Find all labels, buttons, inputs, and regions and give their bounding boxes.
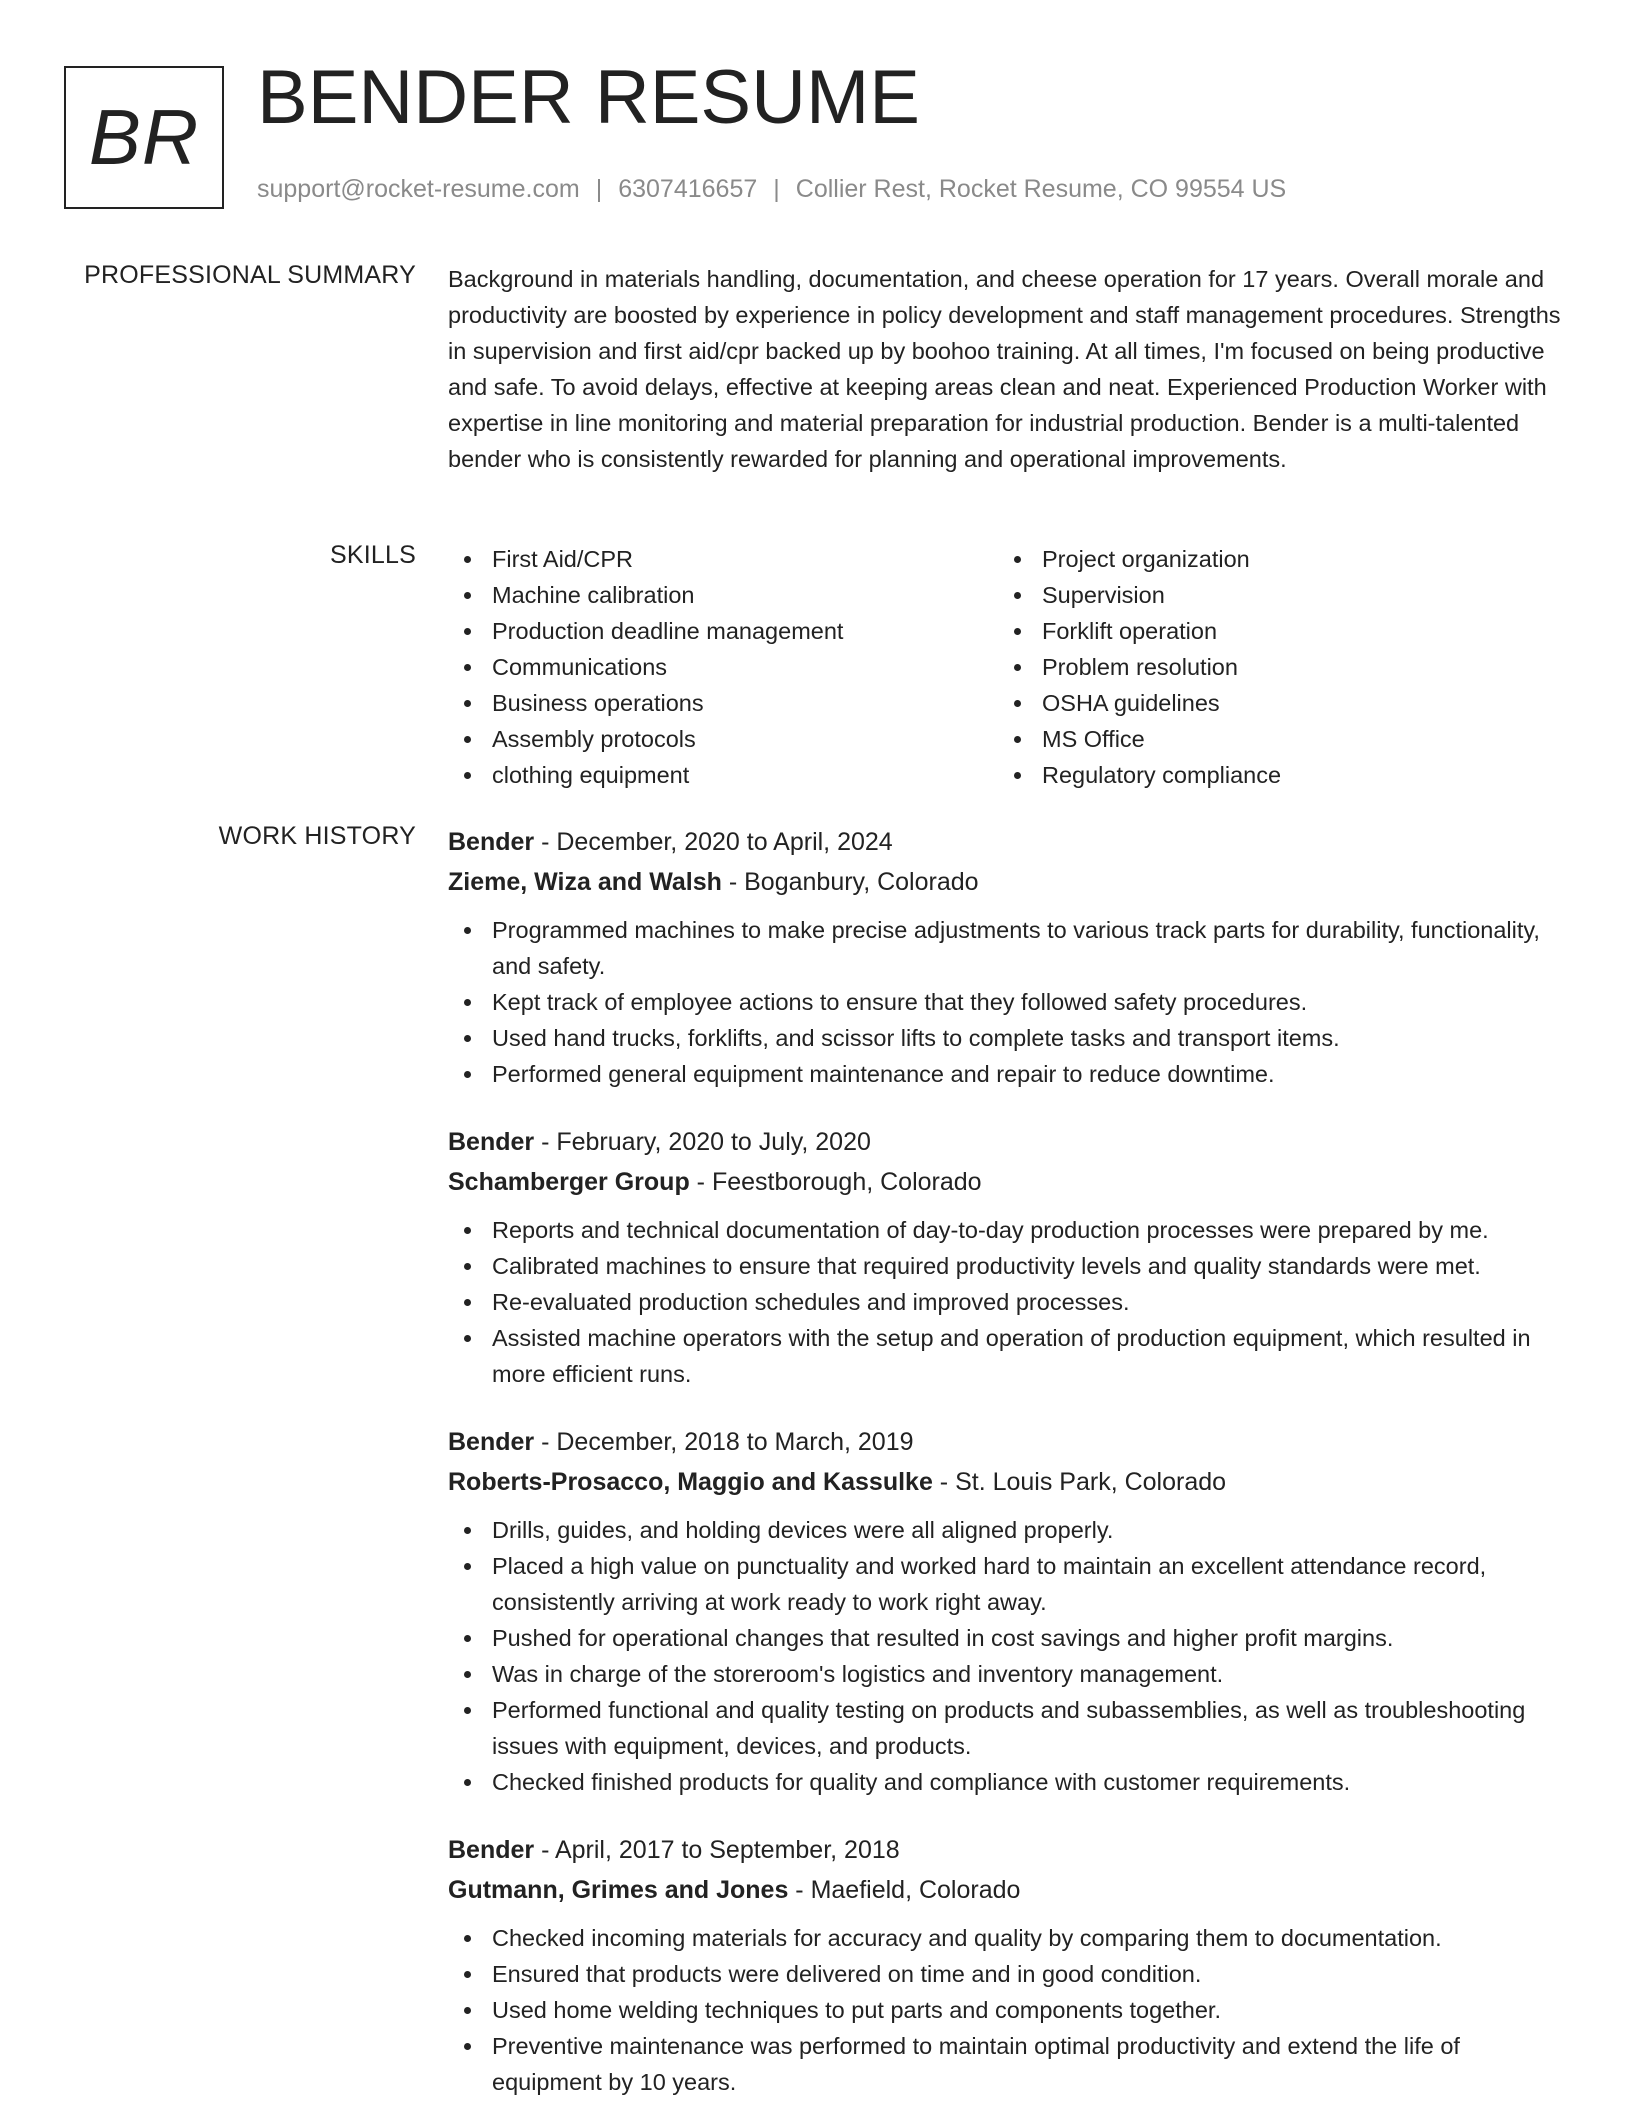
job-duty-item: Checked finished products for quality and compliance with customer requirements. — [448, 1764, 1568, 1800]
summary-heading: PROFESSIONAL SUMMARY — [84, 261, 416, 289]
job-duty-item: Used home welding techniques to put parts and components together. — [448, 1992, 1568, 2028]
job-dates: - December, 2018 to March, 2019 — [534, 1428, 914, 1456]
monogram-initials: BR — [88, 93, 200, 181]
job-location: - Feestborough, Colorado — [689, 1168, 982, 1196]
skill-item: Forklift operation — [998, 613, 1548, 649]
job-title-line — [448, 1422, 1568, 1462]
job-company-line — [448, 1870, 1568, 1910]
job-company-line — [448, 1462, 1568, 1502]
skill-item: clothing equipment — [448, 757, 998, 793]
job-company-line — [448, 1162, 1568, 1202]
job-duty-item: Placed a high value on punctuality and worked hard to maintain an excellent attendance record, consistently arriving at work ready to work right away. — [448, 1548, 1568, 1620]
skills-column-left — [448, 541, 998, 793]
contact-phone[interactable]: 6307416657 — [618, 175, 758, 203]
skill-item: Project organization — [998, 541, 1548, 577]
job-entry — [448, 822, 1568, 1092]
job-duty-item: Ensured that products were delivered on time and in good condition. — [448, 1956, 1568, 1992]
skill-item: OSHA guidelines — [998, 685, 1548, 721]
contact-email[interactable]: support@rocket-resume.com — [257, 175, 580, 203]
job-company: Gutmann, Grimes and Jones — [448, 1876, 789, 1904]
job-duty-item: Was in charge of the storeroom's logistics and inventory management. — [448, 1656, 1568, 1692]
work-history-heading: WORK HISTORY — [218, 822, 416, 850]
job-title-line — [448, 822, 1568, 862]
job-duty-item: Calibrated machines to ensure that required productivity levels and quality standards were met. — [448, 1248, 1568, 1284]
skill-item: Business operations — [448, 685, 998, 721]
job-company: Roberts-Prosacco, Maggio and Kassulke — [448, 1468, 933, 1496]
job-duties-list — [448, 1920, 1568, 2100]
job-duty-item: Checked incoming materials for accuracy and quality by comparing them to documentation. — [448, 1920, 1568, 1956]
job-duty-item: Kept track of employee actions to ensure that they followed safety procedures. — [448, 984, 1568, 1020]
skill-item: Assembly protocols — [448, 721, 998, 757]
job-title: Bender — [448, 1128, 535, 1156]
job-duties-list — [448, 912, 1568, 1092]
job-company-line — [448, 862, 1568, 902]
job-duty-item: Performed general equipment maintenance and repair to reduce downtime. — [448, 1056, 1568, 1092]
job-duty-item: Preventive maintenance was performed to maintain optimal productivity and extend the life of equipment by 10 years. — [448, 2028, 1568, 2100]
job-company: Zieme, Wiza and Walsh — [448, 868, 722, 896]
job-duty-item: Reports and technical documentation of day-to-day production processes were prepared by me. — [448, 1212, 1568, 1248]
job-title: Bender — [448, 1428, 535, 1456]
job-title: Bender — [448, 828, 535, 856]
job-title: Bender — [448, 1836, 535, 1864]
job-duty-item: Used hand trucks, forklifts, and scissor lifts to complete tasks and transport items. — [448, 1020, 1568, 1056]
job-entry — [448, 1830, 1568, 2100]
work-history-body — [448, 822, 1568, 2112]
job-duty-item: Pushed for operational changes that resulted in cost savings and higher profit margins. — [448, 1620, 1568, 1656]
job-title-line — [448, 1830, 1568, 1870]
job-company: Schamberger Group — [448, 1168, 690, 1196]
contact-separator: | — [773, 175, 780, 203]
job-location: - Boganbury, Colorado — [721, 868, 979, 896]
job-duty-item: Re-evaluated production schedules and improved processes. — [448, 1284, 1568, 1320]
skill-item: Regulatory compliance — [998, 757, 1548, 793]
job-dates: - April, 2017 to September, 2018 — [534, 1836, 900, 1864]
job-location: - St. Louis Park, Colorado — [932, 1468, 1227, 1496]
job-dates: - February, 2020 to July, 2020 — [534, 1128, 871, 1156]
skills-column-right — [998, 541, 1548, 793]
skill-item: Problem resolution — [998, 649, 1548, 685]
skill-item: MS Office — [998, 721, 1548, 757]
job-location: - Maefield, Colorado — [788, 1876, 1021, 1904]
contact-address: Collier Rest, Rocket Resume, CO 99554 US — [795, 175, 1287, 203]
job-title-line — [448, 1122, 1568, 1162]
job-entry — [448, 1422, 1568, 1800]
monogram-box — [64, 66, 224, 209]
candidate-name: BENDER RESUME — [257, 55, 920, 140]
job-entry — [448, 1122, 1568, 1392]
skill-item: First Aid/CPR — [448, 541, 998, 577]
contact-line — [257, 175, 1286, 204]
job-duty-item: Assisted machine operators with the setup and operation of production equipment, which resulted in more efficient runs. — [448, 1320, 1568, 1392]
job-duties-list — [448, 1512, 1568, 1800]
job-duty-item: Drills, guides, and holding devices were all aligned properly. — [448, 1512, 1568, 1548]
contact-separator: | — [595, 175, 603, 203]
skill-item: Communications — [448, 649, 998, 685]
job-duties-list — [448, 1212, 1568, 1392]
skill-item: Machine calibration — [448, 577, 998, 613]
skill-item: Supervision — [998, 577, 1548, 613]
skill-item: Production deadline management — [448, 613, 998, 649]
job-dates: - December, 2020 to April, 2024 — [534, 828, 893, 856]
summary-text: Background in materials handling, documentation, and cheese operation for 17 years. Overall morale and productivity are boosted by experience in policy development and staff management procedures. Strengths in supervision and first aid/cpr backed up by boohoo training. At all times, I'm focused on being productive and safe. To avoid delays, effective at keeping areas clean and neat. Experienced Production Worker with expertise in line monitoring and material preparation for industrial production. Bender is a multi-talented bender who is consistently rewarded for planning and operational improvements. — [448, 266, 1561, 472]
skills-heading: SKILLS — [330, 541, 416, 569]
skills-body — [448, 541, 1568, 793]
job-duty-item: Performed functional and quality testing on products and subassemblies, as well as troubleshooting issues with equipment, devices, and products. — [448, 1692, 1568, 1764]
job-duty-item: Programmed machines to make precise adjustments to various track parts for durability, functionality, and safety. — [448, 912, 1568, 984]
